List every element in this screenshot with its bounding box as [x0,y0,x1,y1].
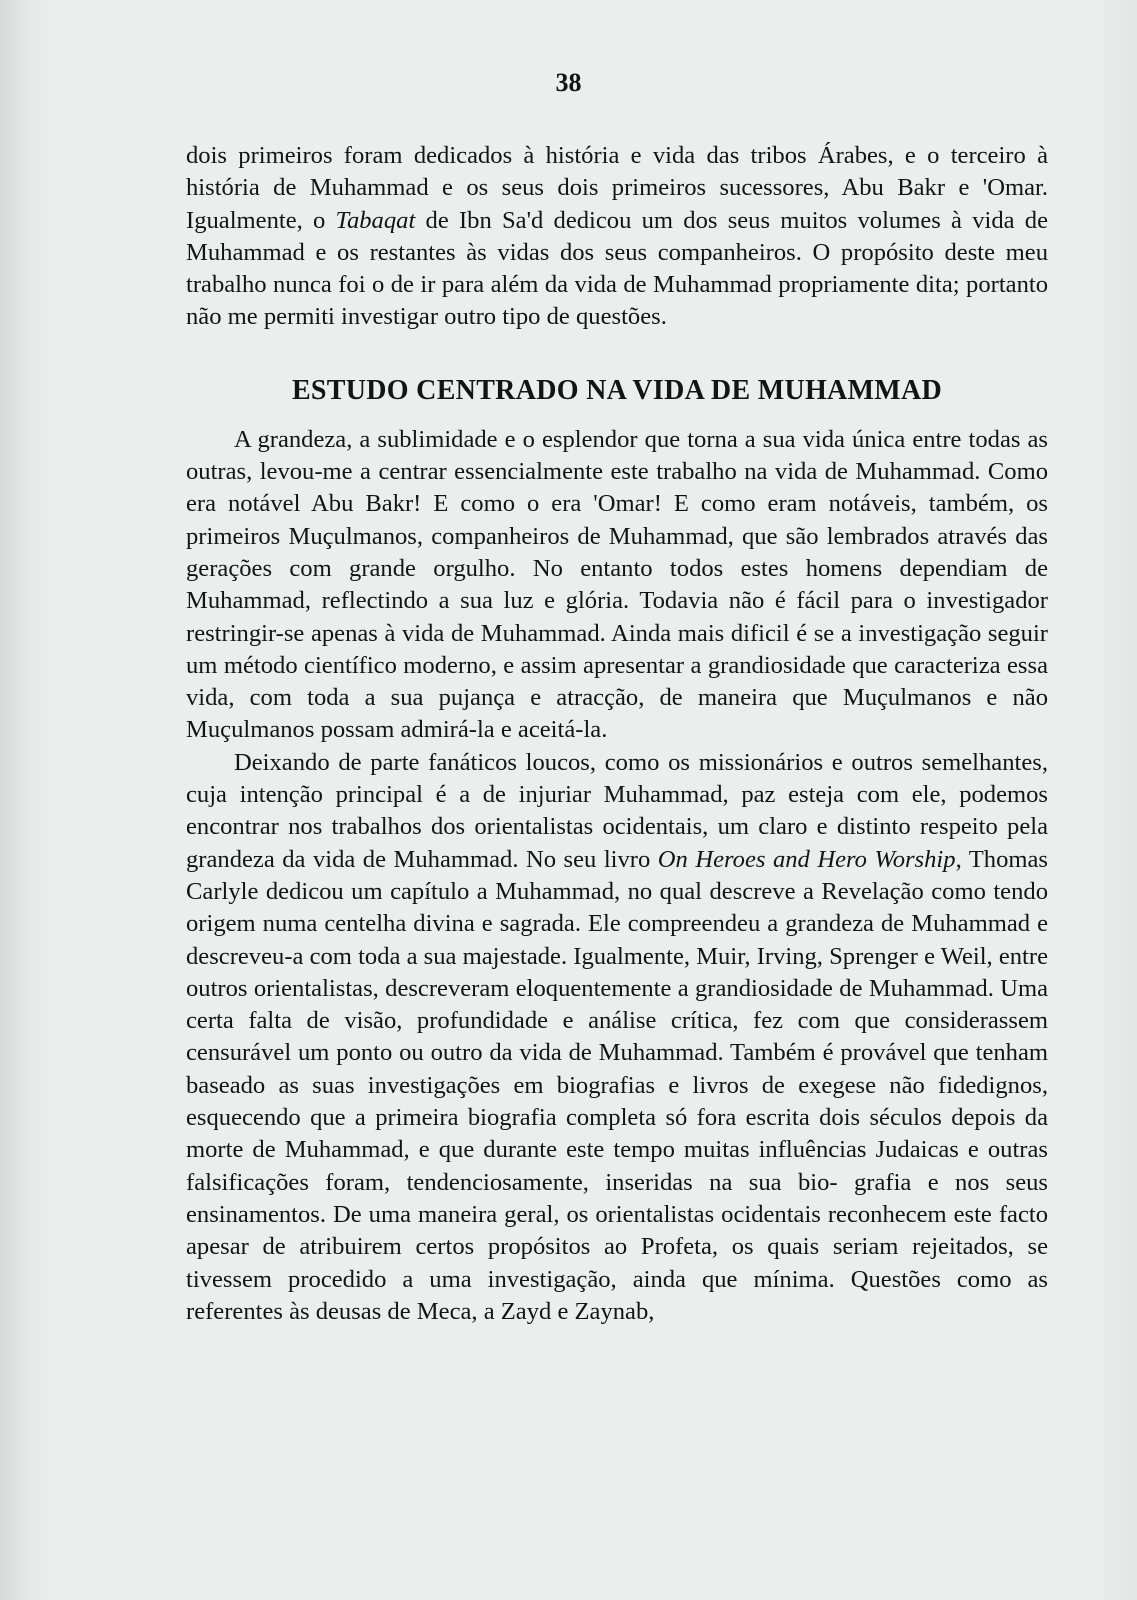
section-paragraph-2 [186,747,1048,1328]
paragraph-2-text-end: , Thomas Carlyle dedicou um capítulo a Muhammad, no qual descreve a Revelação como tendo origem numa centelha divina e sagrada. Ele compreendeu a grandeza de Muhammad e descreveu-a com toda a sua majestade. Igualmente, Muir, Irving, Sprenger e Weil, entre outros orientalistas, descreveram eloquentemente a grandiosidade de Muhammad. Uma certa falta de visão, profundidade e análise crítica, fez com que considerassem censurável um ponto ou outro da vida de Muhammad. Também é provável que tenham baseado as suas investigações em biografias e livros de exegese não fidedignos, esquecendo que a primeira biografia completa só fora escrita dois séculos depois da morte de Muhammad, e que durante este tempo muitas influências Judaicas e outras falsificações foram, tendenciosamente, inseridas na sua bio- grafia e nos seus ensinamentos. De uma maneira geral, os orientalistas ocidentais reconhecem este facto apesar de atribuirem certos propósitos ao Profeta, os quais seriam rejeitados, se tivessem procedido a uma investigação, ainda que mínima. Questões como as referentes às deusas de Meca, a Zayd e Zaynab, [186,845,1048,1325]
intro-paragraph [186,140,1048,334]
book-title-italic: On Heroes and Hero Worship [657,845,956,873]
intro-text-start: dois primeiros foram dedicados à história e vida das tribos Árabes, e o terceiro à história de Muhammad e os seus dois primeiros sucessores, Abu Bakr e 'Omar. Igualmente, o [186,142,1048,234]
page-number: 38 [555,68,582,97]
intro-text-end: de Ibn Sa'd dedicou um dos seus muitos volumes à vida de Muhammad e os restantes às vidas dos seus companheiros. O propósito deste meu trabalho nunca foi o de ir para além da vida de Muhammad propriamente dita; portanto não me permiti investigar outro tipo de questões. [186,206,1048,331]
section-heading: ESTUDO CENTRADO NA VIDA DE MUHAMMAD [291,374,943,406]
paragraph-2-text-start: Deixando de parte fanáticos loucos, como os missionários e outros semelhantes, cuja intenção principal é a de injuriar Muhammad, paz esteja com ele, podemos encontrar nos trabalhos dos orientalistas ocidentais, um claro e distinto respeito pela grandeza da vida de Muhammad. No seu livro [186,748,1048,873]
section-paragraph-1: A grandeza, a sublimidade e o esplendor que torna a sua vida única entre todas as outras, levou-me a centrar essencialmente este trabalho na vida de Muhammad. Como era notável Abu Bakr! E como o era 'Omar! E como eram notáveis, também, os primeiros Muçulmanos, companheiros de Muhammad, que são lembrados através das gerações com grande orgulho. No entanto todos estes homens dependiam de Muhammad, reflectindo a sua luz e glória. Todavia não é fácil para o investigador restringir-se apenas à vida de Muhammad. Ainda mais dificil é se a investigação seguir um método científico moderno, e assim apresentar a grandiosidade que caracteriza essa vida, com toda a sua pujança e atracção, de maneira que Muçulmanos e não Muçulmanos possam admirá-la e aceitá-la. [186,425,1048,744]
page-body [186,140,1048,1328]
tabaqat-title: Tabaqat [335,206,416,234]
